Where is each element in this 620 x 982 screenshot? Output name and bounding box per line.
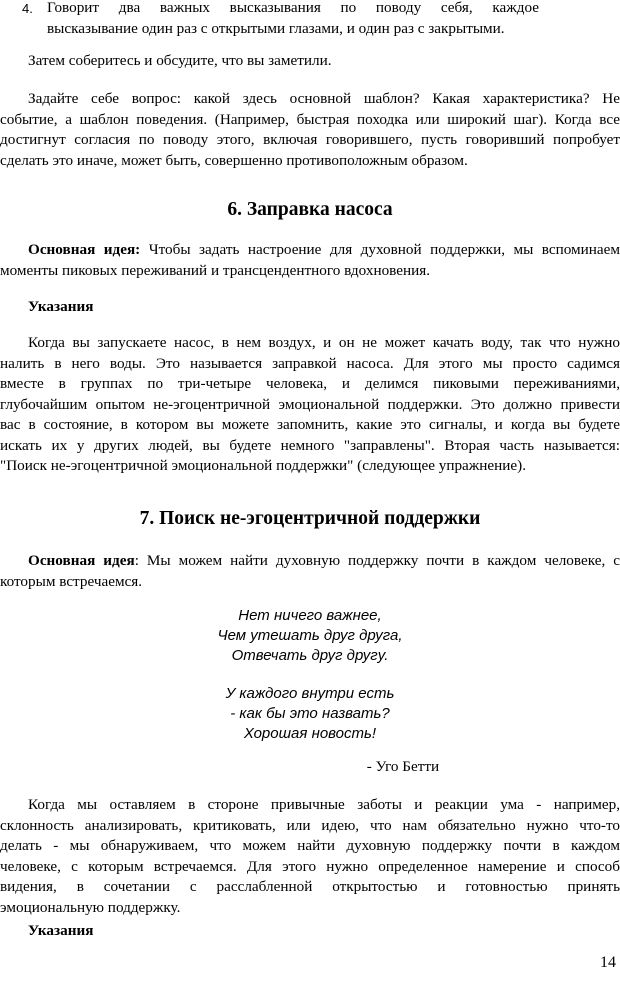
- poem-line: Хорошая новость!: [243, 725, 377, 742]
- section-6-main-idea: [0, 240, 620, 281]
- section-6-instructions-heading: Указания: [28, 298, 94, 315]
- paragraph-line: склонность анализировать, критиковать, или идею, что нам обязательно нужно что-то: [0, 816, 620, 834]
- poem-line: Нет ничего важнее,: [238, 607, 382, 624]
- paragraph-line: делать - мы обнаруживаем, что можем найти духовную поддержку почти в каждом: [0, 837, 620, 854]
- paragraph-line: достигнут согласия по поводу этого, включая говорившего, пусть говоривший попробует: [0, 131, 620, 148]
- main-idea-label: Основная идея:: [28, 241, 141, 258]
- poem-author: - Уго Бетти: [366, 758, 440, 775]
- poem-line: Отвечать друг другу.: [231, 647, 389, 664]
- paragraph-line: искать их у других людей, вы будете немного "заправлены". Вторая часть называется:: [0, 436, 620, 454]
- paragraph-line: сделать это иначе, может быть, совершенно противоположным образом.: [0, 151, 468, 169]
- main-idea-text: : Мы можем найти духовную поддержку почти в каждом человеке, с: [134, 552, 620, 569]
- paragraph-line: [0, 240, 620, 261]
- paragraph-line: моменты пиковых переживаний и трансцендентного вдохновения.: [0, 261, 431, 279]
- paragraph-line: "Поиск не-эгоцентричной эмоциональной поддержки" (следующее упражнение).: [0, 457, 527, 474]
- main-idea-text: Чтобы задать настроение для духовной поддержки, мы вспоминаем: [140, 241, 620, 258]
- paragraph-ask: [0, 89, 620, 171]
- list-item-line: высказывание один раз с открытыми глазами, и один раз с закрытыми.: [47, 19, 505, 37]
- section-6-heading: 6. Заправка насоса: [227, 199, 393, 220]
- section-7-heading: 7. Поиск не-эгоцентричной поддержки: [139, 508, 481, 529]
- list-item-line: Говорит два важных высказывания по поводу себя, каждое: [47, 0, 539, 16]
- paragraph-line: событие, а шаблон поведения. (Например, быстрая походка или широкий шаг). Когда все: [0, 110, 620, 128]
- poem-line: Чем утешать друг друга,: [217, 627, 403, 644]
- paragraph-line: видения, в сочетании с расслабленной открытостью и готовностью принять: [0, 878, 620, 895]
- paragraph-line: вас в состояние, в котором вы можете запомнить, какие это сигналы, и когда вы будете: [0, 416, 620, 433]
- paragraph-line: глубочайшим опытом не-эгоцентричной эмоциональной поддержки. Это должно привести: [0, 395, 620, 413]
- poem-line: У каждого внутри есть: [225, 685, 395, 702]
- list-item-text: [47, 0, 539, 39]
- poem-line: - как бы это назвать?: [230, 705, 390, 722]
- paragraph-line: Когда мы оставляем в стороне привычные заботы и реакции ума - например,: [28, 796, 620, 813]
- paragraph-gather: [0, 51, 620, 72]
- paragraph-line: эмоциональную поддержку.: [0, 898, 181, 916]
- paragraph-line: человеке, с которым встречаемся. Для этого нужно определенное намерение и способ: [0, 857, 620, 875]
- paragraph-line: [0, 551, 620, 572]
- paragraph-line: вместе в группах по три-четыре человека, и делимся пиковыми переживаниями,: [0, 375, 620, 392]
- paragraph-line: Когда вы запускаете насос, в нем воздух, и он не может качать воду, так что нужно: [28, 334, 620, 351]
- section-6-body: [0, 333, 620, 477]
- page-number: 14: [600, 954, 616, 971]
- list-item-number: 4.: [22, 1, 33, 16]
- paragraph-line: налить в него воды. Это называется заправкой насоса. Для этого мы просто садимся: [0, 354, 620, 372]
- section-7-main-idea: [0, 551, 620, 592]
- main-idea-label: Основная идея: [28, 552, 135, 569]
- section-7-body: [0, 795, 620, 918]
- epigraph-poem: [0, 606, 620, 744]
- poem-line: [0, 666, 620, 684]
- paragraph-line: Задайте себе вопрос: какой здесь основной шаблон? Какая характеристика? Не: [28, 90, 620, 107]
- section-7-instructions-heading: Указания: [28, 922, 94, 939]
- paragraph-line: Затем соберитесь и обсудите, что вы заметили.: [28, 52, 332, 69]
- paragraph-line: которым встречаемся.: [0, 572, 143, 590]
